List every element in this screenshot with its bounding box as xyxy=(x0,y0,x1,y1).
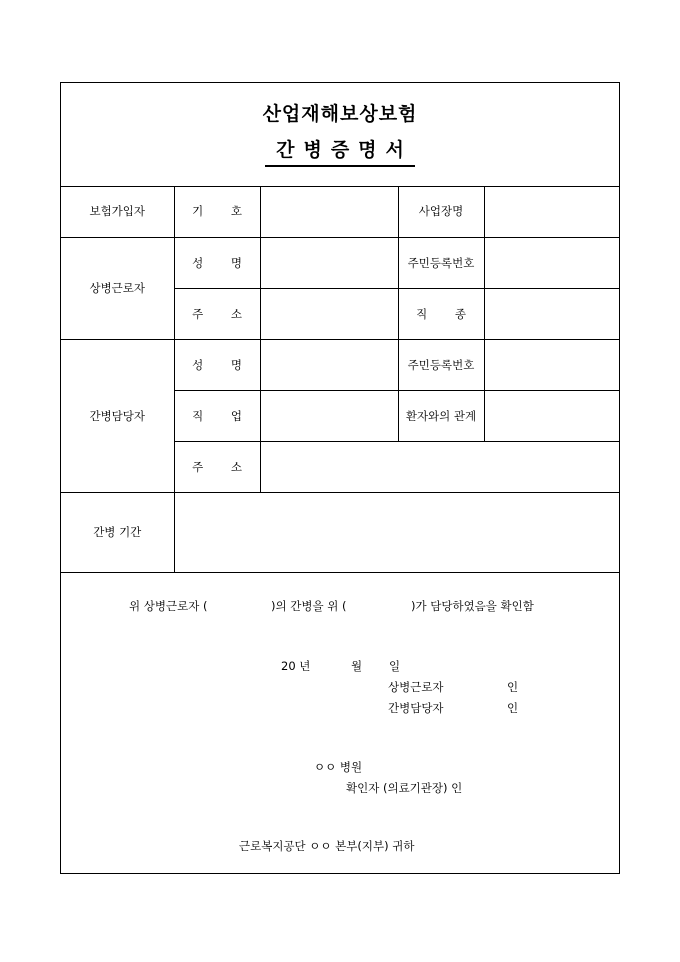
form-subtitle-wrap xyxy=(61,135,619,162)
insured-label: 보험가입자 xyxy=(61,186,174,237)
hospital-confirmer: 확인자 (의료기관장) 인 xyxy=(346,781,463,795)
worker-job-field[interactable] xyxy=(484,288,619,339)
form-title: 산업재해보상보험 xyxy=(262,103,418,125)
caregiver-seal: 인 xyxy=(507,701,519,715)
worker-name-field[interactable] xyxy=(260,237,398,288)
caregiver-relation-label: 환자와의 관계 xyxy=(398,390,484,441)
worker-address-label: 주 소 xyxy=(174,288,260,339)
insured-code-label: 기 호 xyxy=(174,186,260,237)
caregiver-name-label: 성 명 xyxy=(174,339,260,390)
caregiver-occupation-field[interactable] xyxy=(260,390,398,441)
caregiver-address-field[interactable] xyxy=(260,441,619,492)
form-subtitle: 간병증명서 xyxy=(265,139,415,167)
info-table xyxy=(61,186,619,573)
worker-name-label: 성 명 xyxy=(174,237,260,288)
caregiver-occupation-label: 직 업 xyxy=(174,390,260,441)
confirm-text-part3: )가 담당하였음을 확인함 xyxy=(411,599,534,613)
caregiver-address-label: 주 소 xyxy=(174,441,260,492)
caregiver-rrn-label: 주민등록번호 xyxy=(398,339,484,390)
care-period-label: 간병 기간 xyxy=(61,492,174,572)
date-year: 20 년 xyxy=(281,659,311,673)
workplace-name-label: 사업장명 xyxy=(398,186,484,237)
caregiver-sign-label: 간병담당자 xyxy=(388,701,444,715)
confirm-text-part2: )의 간병을 위 ( xyxy=(271,599,347,613)
workplace-name-field[interactable] xyxy=(484,186,619,237)
worker-address-field[interactable] xyxy=(260,288,398,339)
worker-sign-label: 상병근로자 xyxy=(388,680,444,694)
worker-rrn-field[interactable] xyxy=(484,237,619,288)
caregiver-relation-field[interactable] xyxy=(484,390,619,441)
confirm-text-part1: 위 상병근로자 ( xyxy=(129,599,208,613)
caregiver-label: 간병담당자 xyxy=(61,339,174,492)
addressee: 근로복지공단 ㅇㅇ 본부(지부) 귀하 xyxy=(239,839,415,853)
confirmation-area xyxy=(61,576,619,873)
title-area xyxy=(61,83,619,187)
care-period-field[interactable] xyxy=(174,492,619,572)
worker-seal: 인 xyxy=(507,680,519,694)
worker-job-label: 직 종 xyxy=(398,288,484,339)
caregiver-rrn-field[interactable] xyxy=(484,339,619,390)
date-month: 월 xyxy=(351,659,363,673)
insured-code-field[interactable] xyxy=(260,186,398,237)
date-day: 일 xyxy=(389,659,401,673)
worker-rrn-label: 주민등록번호 xyxy=(398,237,484,288)
worker-label: 상병근로자 xyxy=(61,237,174,339)
certificate-form xyxy=(60,82,620,874)
caregiver-name-field[interactable] xyxy=(260,339,398,390)
hospital-name: ㅇㅇ 병원 xyxy=(314,760,363,774)
